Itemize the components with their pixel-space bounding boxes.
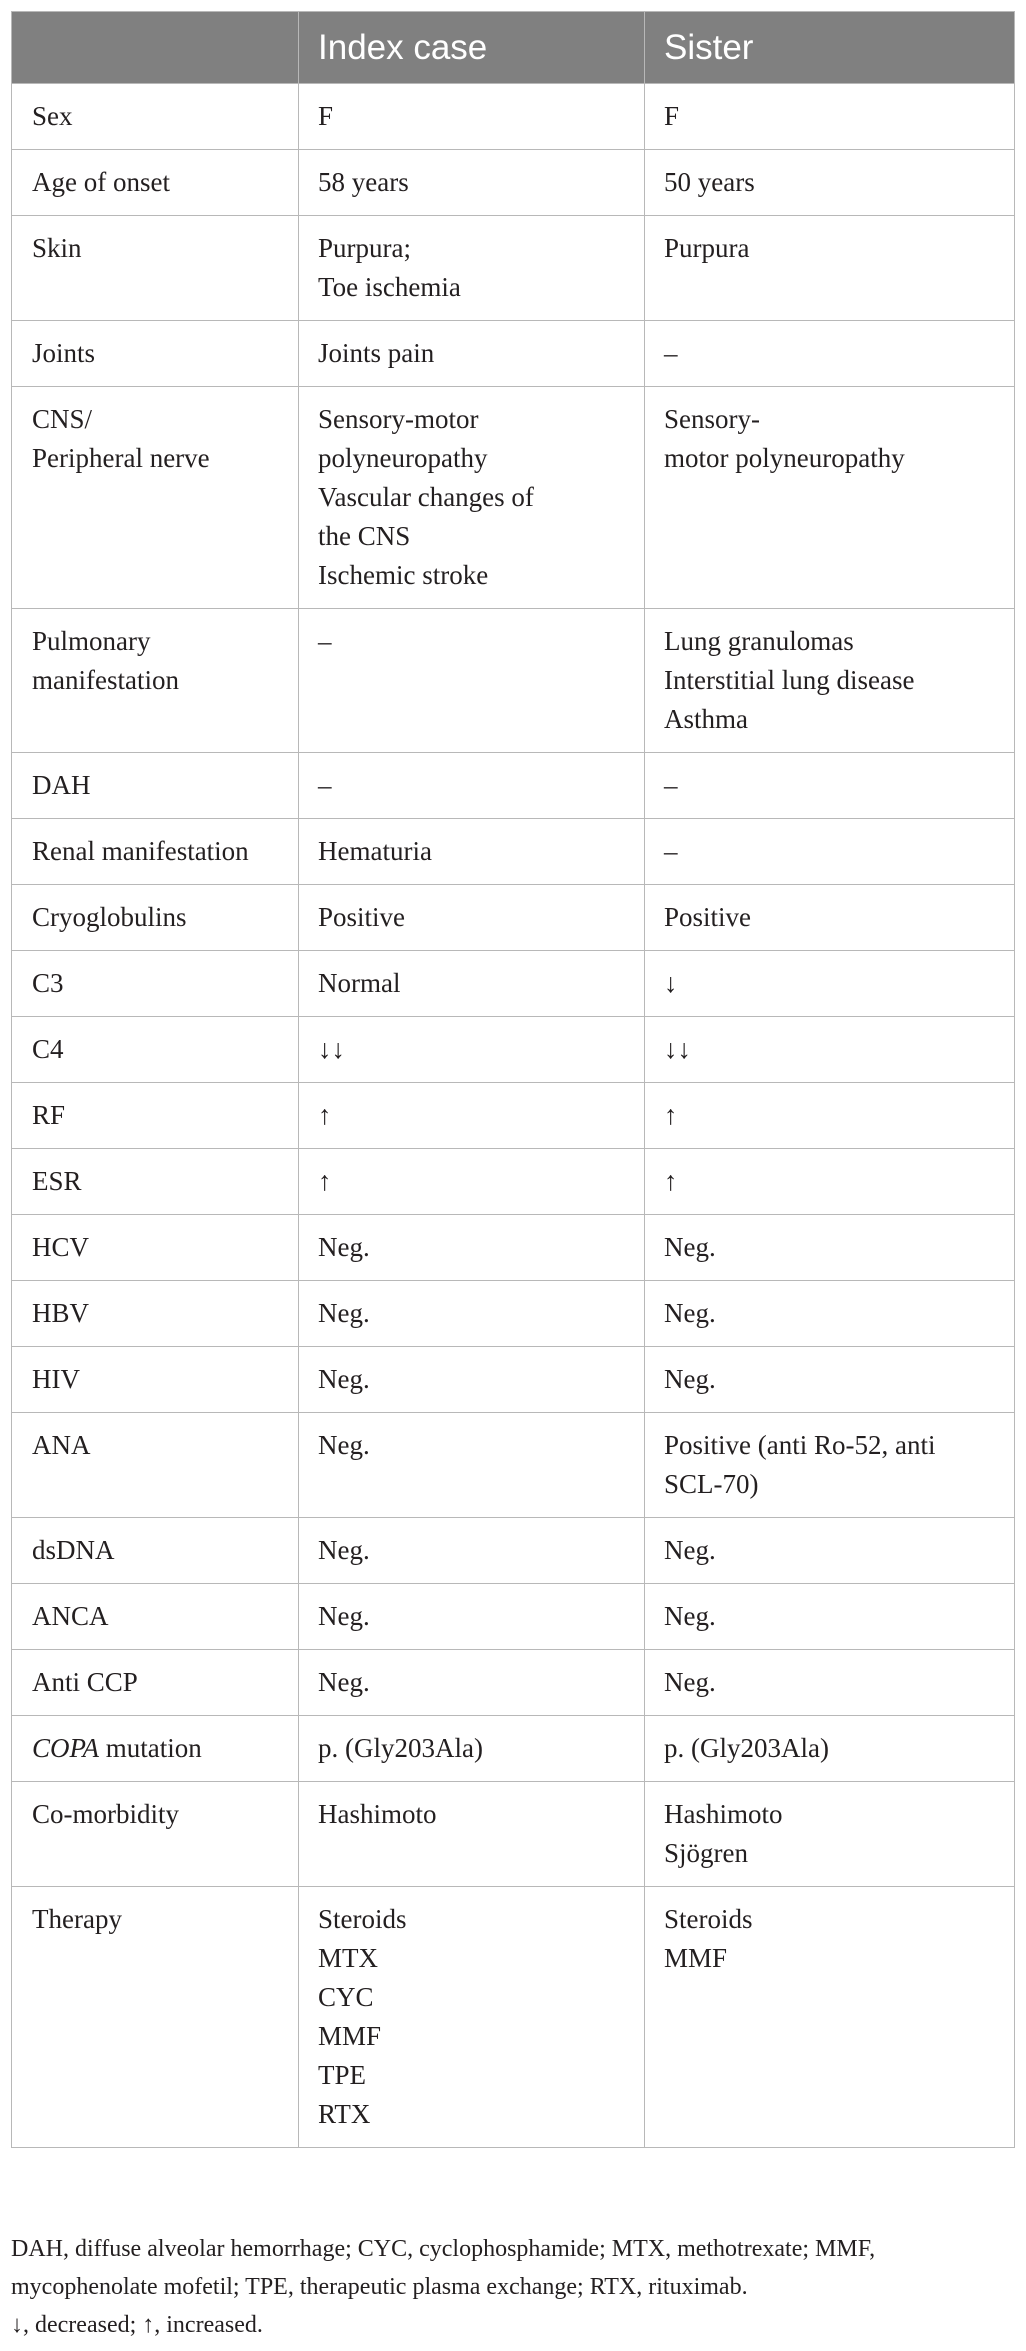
row-label: HIV	[12, 1347, 299, 1413]
sister-cell: ↑	[645, 1083, 1015, 1149]
table-row	[12, 321, 1015, 387]
sister-cell: F	[645, 84, 1015, 150]
table-row	[12, 1017, 1015, 1083]
index-case-cell: Neg.	[299, 1347, 645, 1413]
table-row	[12, 1518, 1015, 1584]
table-footnote	[11, 2230, 1014, 2344]
abbreviations-footnote: DAH, diffuse alveolar hemorrhage; CYC, cyclophosphamide; MTX, methotrexate; MMF, mycophenolate mofetil; TPE, therapeutic plasma exchange; RTX, rituximab.	[11, 2236, 876, 2300]
sister-cell: ↓	[645, 951, 1015, 1017]
sister-cell: ↓↓	[645, 1017, 1015, 1083]
row-label: DAH	[12, 753, 299, 819]
row-label: dsDNA	[12, 1518, 299, 1584]
sister-cell: Neg.	[645, 1518, 1015, 1584]
table-row	[12, 609, 1015, 753]
table-row	[12, 1215, 1015, 1281]
table-row	[12, 387, 1015, 609]
row-label: ANCA	[12, 1584, 299, 1650]
table-row	[12, 1584, 1015, 1650]
index-case-cell: Steroids MTX CYC MMF TPE RTX	[299, 1887, 645, 2148]
index-case-cell: Hematuria	[299, 819, 645, 885]
row-label: Cryoglobulins	[12, 885, 299, 951]
table-row	[12, 1281, 1015, 1347]
sister-cell: Lung granulomas Interstitial lung disease Asthma	[645, 609, 1015, 753]
index-case-cell: p. (Gly203Ala)	[299, 1716, 645, 1782]
sister-cell: Sensory- motor polyneuropathy	[645, 387, 1015, 609]
index-case-cell: –	[299, 753, 645, 819]
row-label	[12, 1716, 299, 1782]
table-row	[12, 885, 1015, 951]
row-label: Skin	[12, 216, 299, 321]
sister-cell: Positive	[645, 885, 1015, 951]
row-label: RF	[12, 1083, 299, 1149]
index-case-cell: Sensory-motor polyneuropathy Vascular changes of the CNS Ischemic stroke	[299, 387, 645, 609]
row-label: ESR	[12, 1149, 299, 1215]
table-row	[12, 753, 1015, 819]
row-label: Age of onset	[12, 150, 299, 216]
index-case-cell: ↑	[299, 1149, 645, 1215]
index-case-cell: Neg.	[299, 1281, 645, 1347]
header-index-case: Index case	[299, 12, 645, 84]
table-row	[12, 1716, 1015, 1782]
sister-cell: ↑	[645, 1149, 1015, 1215]
index-case-cell: ↑	[299, 1083, 645, 1149]
comparison-table-container	[11, 11, 1014, 2148]
sister-cell: Neg.	[645, 1650, 1015, 1716]
header-label-column	[12, 12, 299, 84]
table-row	[12, 1149, 1015, 1215]
index-case-cell: Neg.	[299, 1518, 645, 1584]
row-label: HBV	[12, 1281, 299, 1347]
sister-cell: –	[645, 819, 1015, 885]
row-label: Anti CCP	[12, 1650, 299, 1716]
table-row	[12, 1650, 1015, 1716]
sister-cell: Neg.	[645, 1584, 1015, 1650]
row-label: ANA	[12, 1413, 299, 1518]
index-case-cell: Neg.	[299, 1413, 645, 1518]
sister-cell: Positive (anti Ro-52, anti SCL-70)	[645, 1413, 1015, 1518]
index-case-cell: 58 years	[299, 150, 645, 216]
index-case-cell: Neg.	[299, 1215, 645, 1281]
row-label: Co-morbidity	[12, 1782, 299, 1887]
sister-cell: Neg.	[645, 1281, 1015, 1347]
row-label: C4	[12, 1017, 299, 1083]
table-row	[12, 819, 1015, 885]
table-row	[12, 951, 1015, 1017]
header-sister: Sister	[645, 12, 1015, 84]
table-row	[12, 1347, 1015, 1413]
index-case-cell: Purpura; Toe ischemia	[299, 216, 645, 321]
index-case-cell: Normal	[299, 951, 645, 1017]
sister-cell: Neg.	[645, 1215, 1015, 1281]
index-case-cell: Neg.	[299, 1650, 645, 1716]
row-label: CNS/ Peripheral nerve	[12, 387, 299, 609]
symbols-footnote: ↓, decreased; ↑, increased.	[11, 2312, 263, 2338]
gene-name: COPA	[32, 1733, 100, 1763]
sister-cell: Hashimoto Sjögren	[645, 1782, 1015, 1887]
row-label-suffix: mutation	[99, 1733, 202, 1763]
index-case-cell: Hashimoto	[299, 1782, 645, 1887]
row-label: Therapy	[12, 1887, 299, 2148]
comparison-table	[11, 11, 1015, 2148]
sister-cell: Steroids MMF	[645, 1887, 1015, 2148]
table-row	[12, 84, 1015, 150]
table-row	[12, 1083, 1015, 1149]
index-case-cell: ↓↓	[299, 1017, 645, 1083]
row-label: Renal manifestation	[12, 819, 299, 885]
table-row	[12, 150, 1015, 216]
sister-cell: –	[645, 753, 1015, 819]
table-header-row	[12, 12, 1015, 84]
table-row	[12, 1413, 1015, 1518]
index-case-cell: Positive	[299, 885, 645, 951]
sister-cell: p. (Gly203Ala)	[645, 1716, 1015, 1782]
sister-cell: Purpura	[645, 216, 1015, 321]
sister-cell: –	[645, 321, 1015, 387]
index-case-cell: Neg.	[299, 1584, 645, 1650]
row-label: Pulmonary manifestation	[12, 609, 299, 753]
row-label: C3	[12, 951, 299, 1017]
row-label: Joints	[12, 321, 299, 387]
sister-cell: Neg.	[645, 1347, 1015, 1413]
table-row	[12, 1887, 1015, 2148]
table-row	[12, 1782, 1015, 1887]
sister-cell: 50 years	[645, 150, 1015, 216]
row-label: HCV	[12, 1215, 299, 1281]
index-case-cell: Joints pain	[299, 321, 645, 387]
row-label: Sex	[12, 84, 299, 150]
table-row	[12, 216, 1015, 321]
index-case-cell: –	[299, 609, 645, 753]
index-case-cell: F	[299, 84, 645, 150]
